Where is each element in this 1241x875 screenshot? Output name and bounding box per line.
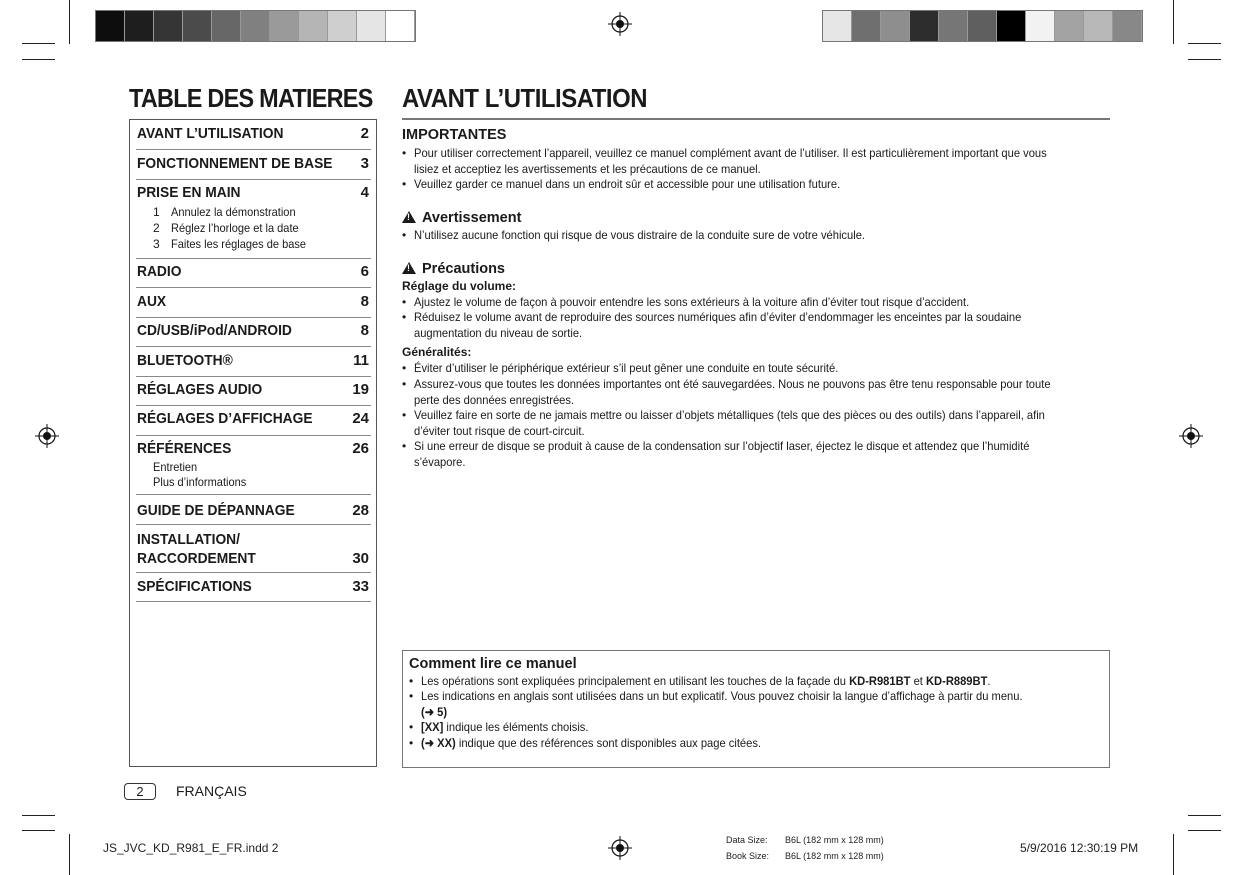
section-heading-avertissement: !Avertissement [402,210,521,226]
toc-entry[interactable] [136,376,371,406]
color-swatch [154,11,183,41]
color-swatch [997,11,1026,41]
crop-mark [22,43,55,44]
list-item: • Ajustez le volume de façon à pouvoir entendre les sons extérieurs à la voiture afin d’éviter tout risque d’accident. [402,295,970,309]
toc-page: 4 [360,184,369,201]
toc-sub-label: Entretien [153,460,198,474]
howto-heading: Comment lire ce manuel [409,656,577,672]
color-swatch [270,11,299,41]
crop-mark [1188,43,1221,44]
toc-label: PRISE EN MAIN [137,184,241,201]
toc-page: 8 [360,322,369,339]
toc-label: RÉFÉRENCES [137,440,232,457]
color-swatch [241,11,270,41]
crop-mark [22,815,55,816]
crop-mark [22,59,55,60]
crop-mark [1188,830,1221,831]
toc-sub-label: Annulez la démonstration [171,205,296,219]
toc-entry[interactable] [136,287,371,318]
slug-filename: JS_JVC_KD_R981_E_FR.indd 2 [103,841,279,855]
toc-entry[interactable] [136,572,371,602]
toc-page: 24 [352,410,369,427]
toc-label: RÉGLAGES D’AFFICHAGE [137,410,313,427]
toc-label: GUIDE DE DÉPANNAGE [137,502,295,519]
color-swatch [299,11,328,41]
toc-page: 33 [352,578,369,595]
toc-sub-number: 2 [153,221,160,235]
list-item: • [XX] indique les éléments choisis. [409,720,589,734]
data-size-label: Data Size: [726,835,768,845]
color-swatch [212,11,241,41]
toc-entry[interactable] [136,149,371,180]
toc-entry[interactable] [136,524,371,573]
list-item: • Veuillez faire en sorte de ne jamais mettre ou laisser d’objets métalliques (tels que des pièces ou des outils) dans l’appareil, afin d’éviter tout risque de court-circuit. [402,408,1045,438]
crop-mark [1188,815,1221,816]
crop-mark [1188,59,1221,60]
toc-label: RADIO [137,263,182,280]
color-swatch [96,11,125,41]
crop-mark [1173,0,1174,44]
registration-mark-icon [1179,424,1203,448]
color-bar-left [95,10,416,42]
subheading-general: Généralités: [402,345,472,359]
table-of-contents [129,119,377,767]
warning-icon [402,211,416,223]
toc-entry[interactable] [136,120,371,150]
toc-entry[interactable] [136,435,371,495]
toc-label: INSTALLATION/ [137,531,240,548]
toc-page: 3 [360,155,369,172]
color-swatch [939,11,968,41]
color-swatch [823,11,852,41]
toc-label-line2: RACCORDEMENT [137,550,256,567]
list-item: • (➜ XX) indique que des références sont disponibles aux page citées. [409,736,762,750]
section-heading-importantes: IMPORTANTES [402,127,507,143]
crop-mark [22,830,55,831]
page-number: 2 [124,783,156,800]
list-item: • Les indications en anglais sont utilisées dans un but explicatif. Vous pouvez choisir la langue d’affichage à partir du menu. (➜ 5) [409,689,1023,719]
toc-label: CD/USB/iPod/ANDROID [137,322,292,339]
toc-label: RÉGLAGES AUDIO [137,381,263,398]
color-swatch [328,11,357,41]
crop-mark [69,0,70,44]
color-swatch [852,11,881,41]
toc-page: 6 [360,263,369,280]
book-size-label: Book Size: [726,851,770,861]
section-heading-precautions: !Précautions [402,261,505,277]
toc-page: 11 [353,352,369,369]
color-swatch [881,11,910,41]
toc-page: 19 [352,381,369,398]
toc-title: TABLE DES MATIERES [129,83,373,113]
color-swatch [386,11,415,41]
language-label: FRANÇAIS [176,783,247,799]
toc-label: AVANT L’UTILISATION [137,125,284,142]
slug-timestamp: 5/9/2016 12:30:19 PM [1020,841,1139,855]
list-item: • Les opérations sont expliquées principalement en utilisant les touches de la façade du KD-R981BT et KD-R889BT. [409,674,991,688]
toc-page: 2 [360,125,369,142]
toc-entry[interactable] [136,494,371,525]
toc-sub-label: Faites les réglages de base [171,237,307,251]
toc-entry[interactable] [136,179,371,259]
list-item: • Si une erreur de disque se produit à cause de la condensation sur l’objectif laser, éjectez le disque et attendez que l’humidité s’évapore. [402,439,1030,469]
toc-page: 30 [352,550,369,567]
color-swatch [968,11,997,41]
toc-entry[interactable] [136,405,371,436]
toc-entry[interactable] [136,317,371,347]
toc-page: 28 [352,502,369,519]
crop-mark [1173,834,1174,875]
color-swatch [1084,11,1113,41]
book-size-value: B6L (182 mm x 128 mm) [785,851,884,861]
how-to-read-box [402,650,1110,768]
toc-label: FONCTIONNEMENT DE BASE [137,155,333,172]
toc-page: 8 [360,293,369,310]
color-swatch [910,11,939,41]
title-rule [402,118,1110,120]
color-swatch [125,11,154,41]
registration-mark-icon [35,424,59,448]
toc-label: SPÉCIFICATIONS [137,578,252,595]
toc-sub-number: 1 [153,205,160,219]
list-item: • Pour utiliser correctement l’appareil, veuillez ce manuel complément avant de l’utiliser. Il est particulièrement important que vous lisiez et acceptiez les avertissements et les précautions de ce manuel. [402,146,1047,176]
toc-sub-number: 3 [153,237,160,251]
toc-sub-label: Réglez l’horloge et la date [171,221,299,235]
list-item: • N’utilisez aucune fonction qui risque de vous distraire de la conduite sure de votre véhicule. [402,228,866,242]
registration-mark-icon [608,836,632,860]
warning-icon [402,262,416,274]
list-item: • Assurez-vous que toutes les données importantes ont été sauvegardées. Nous ne pouvons pas être tenu responsable pour toute perte des données enregistrées. [402,377,1051,407]
list-item: • Réduisez le volume avant de reproduire des sources numériques afin d’éviter d’endommager les enceintes par la soudaine augmentation du niveau de sortie. [402,310,1022,340]
list-item: • Éviter d’utiliser le périphérique extérieur s’il peut gêner une conduite en toute sécurité. [402,361,839,375]
color-bar-right [822,10,1143,42]
toc-entry[interactable] [136,258,371,288]
list-item: • Veuillez garder ce manuel dans un endroit sûr et accessible pour une utilisation future. [402,177,841,191]
color-swatch [1113,11,1142,41]
subheading-volume: Réglage du volume: [402,279,517,293]
color-swatch [1055,11,1084,41]
color-swatch [1026,11,1055,41]
crop-mark [69,834,70,875]
toc-entry[interactable] [136,346,371,377]
page-title: AVANT L’UTILISATION [402,83,648,113]
data-size-value: B6L (182 mm x 128 mm) [785,835,884,845]
toc-page: 26 [352,440,369,457]
registration-mark-icon [608,12,632,36]
color-swatch [183,11,212,41]
color-swatch [357,11,386,41]
toc-sub-label: Plus d’informations [153,475,247,489]
toc-label: AUX [137,293,167,310]
toc-label: BLUETOOTH® [137,352,233,369]
